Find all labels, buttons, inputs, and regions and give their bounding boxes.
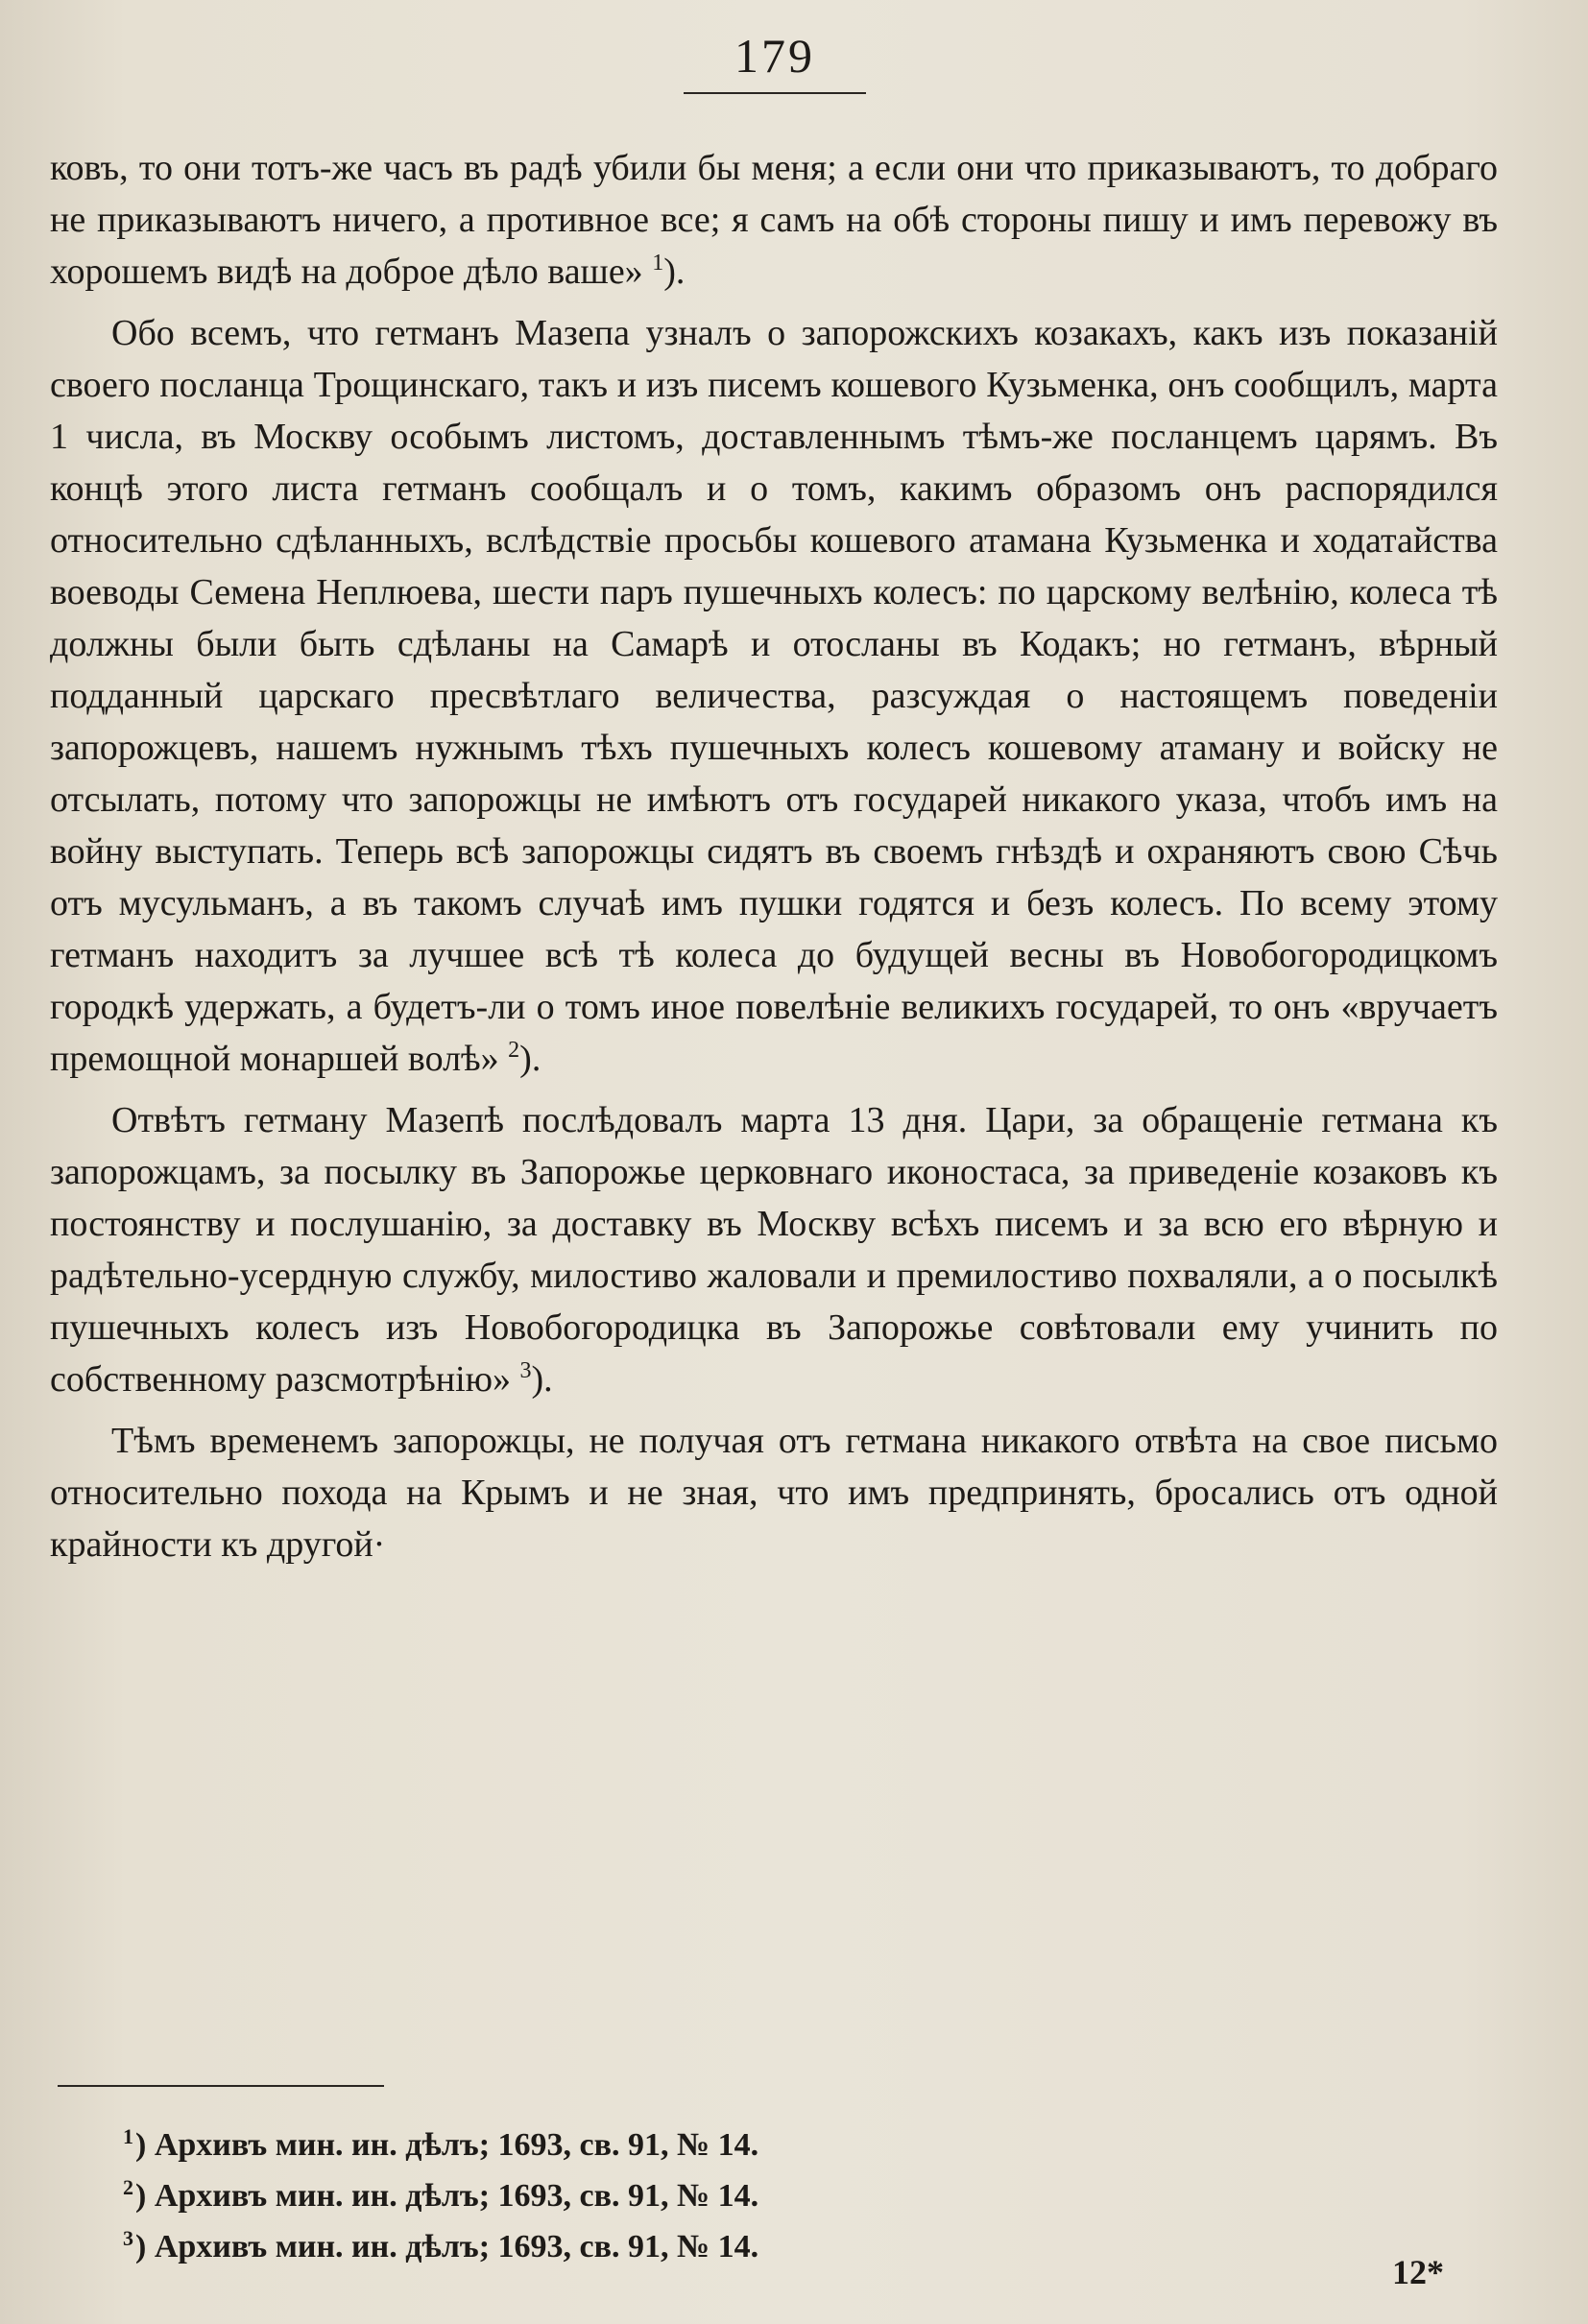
- footnote-mark-3: 3: [123, 2226, 133, 2250]
- signature-mark: 12*: [1392, 2253, 1444, 2291]
- footnote-text-3: ) Архивъ мин. ин. дѣлъ; 1693, св. 91, № 14.: [135, 2229, 759, 2264]
- footnote-mark-2: 2: [123, 2175, 133, 2199]
- footnote-text-1: ) Архивъ мин. ин. дѣлъ; 1693, св. 91, № 14.: [135, 2127, 759, 2163]
- paragraph-4: Тѣмъ временемъ запорожцы, не получая отъ гетмана никакого отвѣта на свое письмо относительно похода на Крымъ и не зная, что имъ предпринять, бросались отъ одной крайности къ другой·: [50, 1421, 1498, 1565]
- paragraph-1: [50, 142, 1498, 298]
- paragraph-1-text: ковъ, то они тотъ-же часъ въ радѣ убили бы меня; а если они что приказываютъ, то добраго не приказываютъ ничего, а противное все; я самъ на обѣ стороны пишу и имъ перевожу въ хорошемъ видѣ на доброе дѣло ваше»: [50, 148, 1498, 292]
- paragraph-1-end: ).: [663, 252, 686, 292]
- paragraph-2-text: Обо всемъ, что гетманъ Мазепа узналъ о запорожскихъ козакахъ, какъ изъ показаній своего посланца Трощинскаго, такъ и изъ писемъ кошевого Кузьменка, онъ сообщилъ, марта 1 числа, въ Москву особымъ листомъ, доставленнымъ тѣмъ-же посланцемъ царямъ. Въ концѣ этого листа гетманъ сообщалъ и о томъ, какимъ образомъ онъ распорядился относительно сдѣланныхъ, вслѣдствіе просьбы кошевого атамана Кузьменка и ходатайства воеводы Семена Неплюева, шести паръ пушечныхъ колесъ: по царскому велѣнію, колеса тѣ должны были быть сдѣланы на Самарѣ и отосланы въ Кодакъ; но гетманъ, вѣрный подданный царскаго пресвѣтлаго величества, разсуждая о настоящемъ поведеніи запорожцевъ, нашемъ нужнымъ тѣхъ пушечныхъ колесъ кошевому атаману и войску не отсылать, потому что запорожцы не имѣютъ отъ государей никакого указа, чтобъ имъ на войну выступать. Теперь всѣ запорожцы сидятъ въ своемъ гнѣздѣ и охраняютъ свою Сѣчь отъ мусульманъ, а въ такомъ случаѣ имъ пушки годятся и безъ колесъ. По всему этому гетманъ находитъ за лучшее всѣ тѣ колеса до будущей весны въ Новобогородицкомъ городкѣ удержать, а будетъ-ли о томъ иное повелѣніе великихъ государей, то онъ «вручаетъ премощной монаршей волѣ»: [50, 313, 1498, 1079]
- paragraph-3-end: ).: [531, 1359, 553, 1400]
- footnote-2: [123, 2170, 1083, 2221]
- footnote-mark-1: 1: [123, 2124, 133, 2148]
- paragraph-3: [50, 1094, 1498, 1405]
- page-number: 179: [734, 29, 815, 83]
- footnote-ref-1: 1: [652, 251, 664, 276]
- header-rule: [684, 92, 866, 94]
- main-text: [50, 142, 1498, 1580]
- paragraph-2-end: ).: [519, 1039, 541, 1079]
- paragraph-2: [50, 307, 1498, 1085]
- footnote-ref-2: 2: [508, 1038, 520, 1063]
- footnote-3: [123, 2221, 1083, 2272]
- paragraph-3-text: Отвѣтъ гетману Мазепѣ послѣдовалъ марта 13 дня. Цари, за обращеніе гетмана къ запорожцамъ, за посылку въ Запорожье церковнаго иконостаса, за приведеніе козаковъ къ постоянству и послушанію, за доставку въ Москву всѣхъ писемъ и за всю его вѣрную и радѣтельно-усердную службу, милостиво жаловали и премилостиво похваляли, а о посылкѣ пушечныхъ колесъ изъ Новобогородицка въ Запорожье совѣтовали ему учинить по собственному разсмотрѣнію»: [50, 1100, 1498, 1400]
- footnote-rule: [58, 2085, 384, 2087]
- footnotes: [123, 2120, 1083, 2272]
- footnote-ref-3: 3: [519, 1358, 532, 1383]
- footnote-1: [123, 2120, 1083, 2170]
- footnote-text-2: ) Архивъ мин. ин. дѣлъ; 1693, св. 91, № 14.: [135, 2178, 759, 2214]
